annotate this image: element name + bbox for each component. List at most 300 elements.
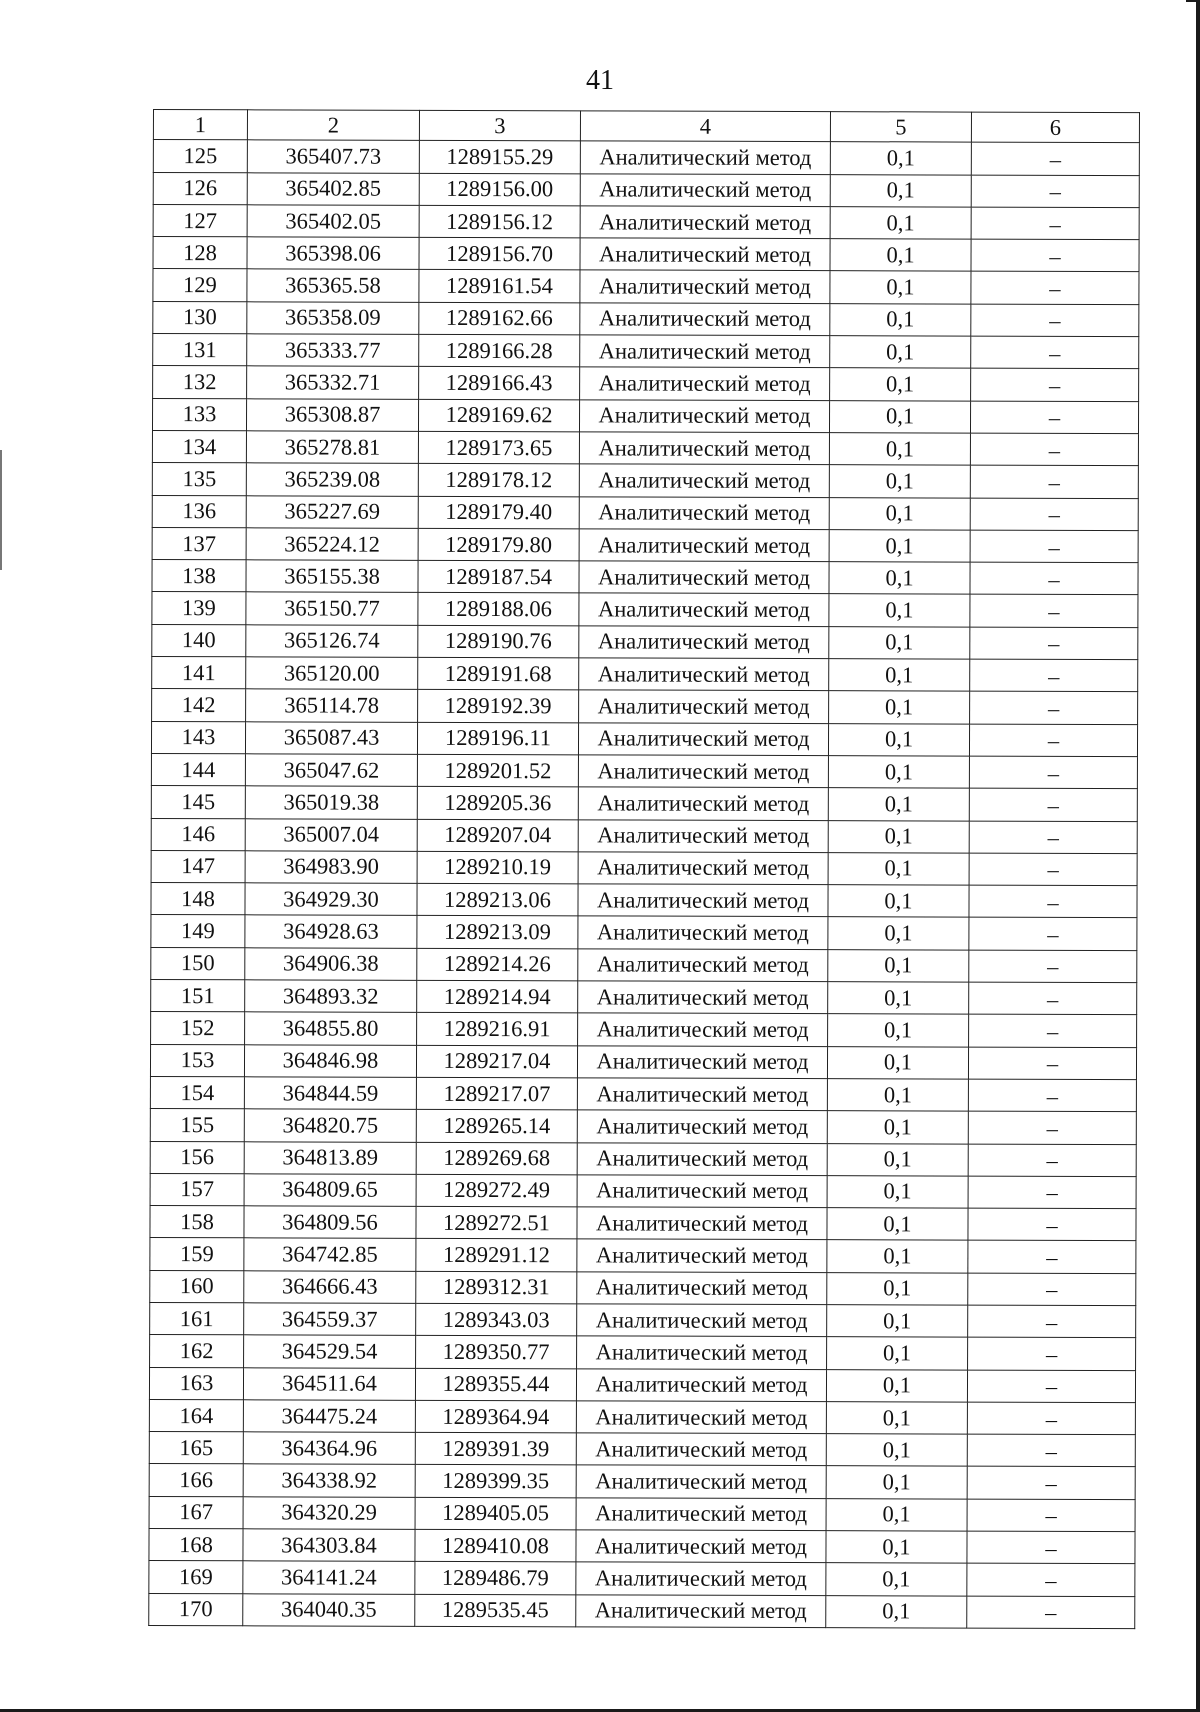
x-coordinate-cell: 364338.92 <box>243 1464 415 1497</box>
method-cell: Аналитический метод <box>579 626 829 659</box>
point-number-cell: 152 <box>151 1012 245 1045</box>
note-cell: – <box>969 950 1137 983</box>
data-table <box>148 109 1140 1629</box>
table-row <box>151 1012 1137 1047</box>
point-number-cell: 125 <box>153 140 247 173</box>
accuracy-cell: 0,1 <box>830 207 971 240</box>
method-cell: Аналитический метод <box>578 981 828 1014</box>
table-row <box>152 463 1138 498</box>
note-cell: – <box>968 1047 1136 1080</box>
table-row <box>149 1561 1135 1596</box>
accuracy-cell: 0,1 <box>827 1272 968 1305</box>
y-coordinate-cell: 1289179.40 <box>418 496 579 529</box>
y-coordinate-cell: 1289161.54 <box>419 270 580 303</box>
y-coordinate-cell: 1289217.04 <box>416 1045 577 1078</box>
accuracy-cell: 0,1 <box>826 1531 967 1564</box>
y-coordinate-cell: 1289192.39 <box>418 690 579 723</box>
header-cell-5: 5 <box>830 112 971 143</box>
method-cell: Аналитический метод <box>579 464 829 497</box>
point-number-cell: 163 <box>149 1367 243 1400</box>
table-row <box>151 786 1137 821</box>
table-row <box>153 301 1139 336</box>
method-cell: Аналитический метод <box>578 787 828 820</box>
note-cell: – <box>967 1499 1135 1532</box>
x-coordinate-cell: 365402.85 <box>247 172 419 205</box>
x-coordinate-cell: 365239.08 <box>246 463 418 496</box>
y-coordinate-cell: 1289156.00 <box>419 173 580 206</box>
y-coordinate-cell: 1289190.76 <box>418 625 579 658</box>
x-coordinate-cell: 365398.06 <box>247 237 419 270</box>
method-cell: Аналитический метод <box>578 722 828 755</box>
y-coordinate-cell: 1289207.04 <box>417 819 578 852</box>
y-coordinate-cell: 1289350.77 <box>416 1336 577 1369</box>
table-row <box>152 657 1138 692</box>
table-row <box>149 1496 1135 1531</box>
table-row <box>149 1593 1135 1628</box>
accuracy-cell: 0,1 <box>827 1079 968 1112</box>
point-number-cell: 166 <box>149 1464 243 1497</box>
point-number-cell: 154 <box>150 1076 244 1109</box>
header-cell-2: 2 <box>247 110 419 141</box>
method-cell: Аналитический метод <box>580 367 830 400</box>
note-cell: – <box>967 1563 1135 1596</box>
page-number: 41 <box>586 65 614 96</box>
y-coordinate-cell: 1289213.06 <box>417 883 578 916</box>
point-number-cell: 133 <box>152 398 246 431</box>
accuracy-cell: 0,1 <box>828 982 969 1015</box>
accuracy-cell: 0,1 <box>828 885 969 918</box>
accuracy-cell: 0,1 <box>828 1014 969 1047</box>
method-cell: Аналитический метод <box>576 1562 826 1595</box>
point-number-cell: 143 <box>151 721 245 754</box>
accuracy-cell: 0,1 <box>827 1305 968 1338</box>
y-coordinate-cell: 1289214.26 <box>417 948 578 981</box>
y-coordinate-cell: 1289188.06 <box>418 593 579 626</box>
table-row <box>151 883 1137 918</box>
x-coordinate-cell: 364141.24 <box>243 1561 415 1594</box>
y-coordinate-cell: 1289214.94 <box>417 980 578 1013</box>
accuracy-cell: 0,1 <box>827 1046 968 1079</box>
y-coordinate-cell: 1289410.08 <box>415 1529 576 1562</box>
note-cell: – <box>970 562 1138 595</box>
point-number-cell: 164 <box>149 1399 243 1432</box>
table-row <box>150 1141 1136 1176</box>
accuracy-cell: 0,1 <box>829 529 970 562</box>
accuracy-cell: 0,1 <box>830 336 971 369</box>
note-cell: – <box>969 1014 1137 1047</box>
x-coordinate-cell: 365114.78 <box>246 689 418 722</box>
note-cell: – <box>967 1596 1135 1629</box>
table-row <box>153 334 1139 369</box>
x-coordinate-cell: 364844.59 <box>244 1077 416 1110</box>
note-cell: – <box>969 982 1137 1015</box>
table-row <box>149 1367 1135 1402</box>
table-row <box>153 140 1139 175</box>
note-cell: – <box>970 627 1138 660</box>
note-cell: – <box>968 1240 1136 1273</box>
accuracy-cell: 0,1 <box>829 562 970 595</box>
y-coordinate-cell: 1289272.51 <box>416 1206 577 1239</box>
method-cell: Аналитический метод <box>578 1013 828 1046</box>
y-coordinate-cell: 1289343.03 <box>416 1303 577 1336</box>
accuracy-cell: 0,1 <box>830 271 971 304</box>
point-number-cell: 148 <box>151 883 245 916</box>
method-cell: Аналитический метод <box>580 141 830 174</box>
method-cell: Аналитический метод <box>578 884 828 917</box>
accuracy-cell: 0,1 <box>827 1337 968 1370</box>
method-cell: Аналитический метод <box>577 1336 827 1369</box>
table-row <box>150 1302 1136 1337</box>
method-cell: Аналитический метод <box>577 1304 827 1337</box>
note-cell: – <box>971 142 1139 175</box>
note-cell: – <box>970 401 1138 434</box>
method-cell: Аналитический метод <box>577 1239 827 1272</box>
y-coordinate-cell: 1289166.28 <box>419 334 580 367</box>
table-row <box>153 172 1139 207</box>
method-cell: Аналитический метод <box>576 1368 826 1401</box>
x-coordinate-cell: 364040.35 <box>243 1593 415 1626</box>
y-coordinate-cell: 1289217.07 <box>416 1077 577 1110</box>
method-cell: Аналитический метод <box>579 496 829 529</box>
y-coordinate-cell: 1289166.43 <box>419 367 580 400</box>
note-cell: – <box>969 885 1137 918</box>
x-coordinate-cell: 364983.90 <box>245 851 417 884</box>
note-cell: – <box>967 1531 1135 1564</box>
point-number-cell: 139 <box>152 592 246 625</box>
point-number-cell: 169 <box>149 1561 243 1594</box>
y-coordinate-cell: 1289535.45 <box>415 1594 576 1627</box>
table-row <box>151 753 1137 788</box>
y-coordinate-cell: 1289173.65 <box>418 431 579 464</box>
accuracy-cell: 0,1 <box>830 368 971 401</box>
accuracy-cell: 0,1 <box>828 949 969 982</box>
method-cell: Аналитический метод <box>576 1401 826 1434</box>
method-cell: Аналитический метод <box>579 593 829 626</box>
method-cell: Аналитический метод <box>578 949 828 982</box>
note-cell: – <box>971 175 1139 208</box>
point-number-cell: 136 <box>152 495 246 528</box>
note-cell: – <box>971 368 1139 401</box>
table-row <box>153 204 1139 239</box>
y-coordinate-cell: 1289213.09 <box>417 916 578 949</box>
method-cell: Аналитический метод <box>577 1207 827 1240</box>
y-coordinate-cell: 1289169.62 <box>418 399 579 432</box>
table-row <box>152 430 1138 465</box>
point-number-cell: 170 <box>149 1593 243 1626</box>
header-cell-4: 4 <box>580 111 830 142</box>
table-row <box>151 721 1137 756</box>
note-cell: – <box>970 659 1138 692</box>
method-cell: Аналитический метод <box>577 1110 827 1143</box>
x-coordinate-cell: 364846.98 <box>244 1044 416 1077</box>
method-cell: Аналитический метод <box>576 1433 826 1466</box>
point-number-cell: 146 <box>151 818 245 851</box>
x-coordinate-cell: 365224.12 <box>246 528 418 561</box>
note-cell: – <box>967 1402 1135 1435</box>
table-row <box>150 1335 1136 1370</box>
point-number-cell: 135 <box>152 463 246 496</box>
note-cell: – <box>970 433 1138 466</box>
x-coordinate-cell: 365358.09 <box>247 302 419 335</box>
note-cell: – <box>968 1176 1136 1209</box>
point-number-cell: 145 <box>151 786 245 819</box>
method-cell: Аналитический метод <box>580 270 830 303</box>
x-coordinate-cell: 364929.30 <box>245 883 417 916</box>
y-coordinate-cell: 1289272.49 <box>416 1174 577 1207</box>
table-row <box>151 980 1137 1015</box>
accuracy-cell: 0,1 <box>830 174 971 207</box>
header-cell-1: 1 <box>153 110 247 141</box>
note-cell: – <box>970 465 1138 498</box>
x-coordinate-cell: 365407.73 <box>247 140 419 173</box>
x-coordinate-cell: 364820.75 <box>244 1109 416 1142</box>
x-coordinate-cell: 365087.43 <box>245 721 417 754</box>
table-row <box>152 495 1138 530</box>
accuracy-cell: 0,1 <box>827 1175 968 1208</box>
note-cell: – <box>967 1467 1135 1500</box>
x-coordinate-cell: 364666.43 <box>244 1270 416 1303</box>
accuracy-cell: 0,1 <box>830 142 971 175</box>
table-row <box>152 592 1138 627</box>
method-cell: Аналитический метод <box>578 755 828 788</box>
accuracy-cell: 0,1 <box>829 400 970 433</box>
accuracy-cell: 0,1 <box>829 626 970 659</box>
accuracy-cell: 0,1 <box>828 723 969 756</box>
point-number-cell: 167 <box>149 1496 243 1529</box>
accuracy-cell: 0,1 <box>826 1466 967 1499</box>
method-cell: Аналитический метод <box>580 238 830 271</box>
point-number-cell: 155 <box>150 1109 244 1142</box>
method-cell: Аналитический метод <box>576 1594 826 1627</box>
accuracy-cell: 0,1 <box>829 465 970 498</box>
note-cell: – <box>970 530 1138 563</box>
y-coordinate-cell: 1289156.12 <box>419 205 580 238</box>
x-coordinate-cell: 364928.63 <box>245 915 417 948</box>
method-cell: Аналитический метод <box>579 561 829 594</box>
note-cell: – <box>971 207 1139 240</box>
method-cell: Аналитический метод <box>578 819 828 852</box>
point-number-cell: 149 <box>151 915 245 948</box>
point-number-cell: 130 <box>153 301 247 334</box>
y-coordinate-cell: 1289265.14 <box>416 1110 577 1143</box>
x-coordinate-cell: 365402.05 <box>247 205 419 238</box>
y-coordinate-cell: 1289391.39 <box>415 1433 576 1466</box>
method-cell: Аналитический метод <box>576 1465 826 1498</box>
note-cell: – <box>969 821 1137 854</box>
table-body <box>149 140 1140 1629</box>
point-number-cell: 150 <box>151 947 245 980</box>
accuracy-cell: 0,1 <box>827 1143 968 1176</box>
x-coordinate-cell: 364364.96 <box>243 1432 415 1465</box>
y-coordinate-cell: 1289405.05 <box>415 1497 576 1530</box>
accuracy-cell: 0,1 <box>828 917 969 950</box>
point-number-cell: 140 <box>152 624 246 657</box>
point-number-cell: 126 <box>153 172 247 205</box>
accuracy-cell: 0,1 <box>828 852 969 885</box>
point-number-cell: 147 <box>151 850 245 883</box>
x-coordinate-cell: 365155.38 <box>246 560 418 593</box>
x-coordinate-cell: 365333.77 <box>247 334 419 367</box>
accuracy-cell: 0,1 <box>826 1401 967 1434</box>
method-cell: Аналитический метод <box>576 1530 826 1563</box>
note-cell: – <box>967 1370 1135 1403</box>
table-row <box>152 398 1138 433</box>
table-header <box>153 110 1139 143</box>
method-cell: Аналитический метод <box>579 529 829 562</box>
method-cell: Аналитический метод <box>579 690 829 723</box>
accuracy-cell: 0,1 <box>827 1240 968 1273</box>
accuracy-cell: 0,1 <box>826 1434 967 1467</box>
y-coordinate-cell: 1289355.44 <box>415 1368 576 1401</box>
method-cell: Аналитический метод <box>578 916 828 949</box>
header-cell-3: 3 <box>419 110 580 141</box>
header-row <box>153 110 1139 143</box>
x-coordinate-cell: 364742.85 <box>244 1238 416 1271</box>
table-row <box>152 624 1138 659</box>
x-coordinate-cell: 364475.24 <box>243 1400 415 1433</box>
method-cell: Аналитический метод <box>580 335 830 368</box>
accuracy-cell: 0,1 <box>830 239 971 272</box>
y-coordinate-cell: 1289187.54 <box>418 560 579 593</box>
y-coordinate-cell: 1289156.70 <box>419 238 580 271</box>
table-row <box>150 1044 1136 1079</box>
point-number-cell: 162 <box>150 1335 244 1368</box>
y-coordinate-cell: 1289179.80 <box>418 528 579 561</box>
x-coordinate-cell: 365227.69 <box>246 495 418 528</box>
note-cell: – <box>968 1079 1136 1112</box>
table-row <box>151 850 1137 885</box>
x-coordinate-cell: 365126.74 <box>246 625 418 658</box>
scan-edge-top <box>1186 0 1200 2</box>
accuracy-cell: 0,1 <box>827 1111 968 1144</box>
method-cell: Аналитический метод <box>577 1175 827 1208</box>
x-coordinate-cell: 364559.37 <box>244 1303 416 1336</box>
x-coordinate-cell: 365019.38 <box>245 786 417 819</box>
point-number-cell: 127 <box>153 204 247 237</box>
note-cell: – <box>970 498 1138 531</box>
point-number-cell: 151 <box>151 980 245 1013</box>
y-coordinate-cell: 1289312.31 <box>416 1271 577 1304</box>
x-coordinate-cell: 364529.54 <box>244 1335 416 1368</box>
table-row <box>151 818 1137 853</box>
point-number-cell: 158 <box>150 1206 244 1239</box>
y-coordinate-cell: 1289178.12 <box>418 464 579 497</box>
point-number-cell: 128 <box>153 237 247 270</box>
note-cell: – <box>968 1337 1136 1370</box>
y-coordinate-cell: 1289269.68 <box>416 1142 577 1175</box>
table-row <box>153 269 1139 304</box>
point-number-cell: 131 <box>153 334 247 367</box>
accuracy-cell: 0,1 <box>826 1498 967 1531</box>
method-cell: Аналитический метод <box>580 303 830 336</box>
note-cell: – <box>970 595 1138 628</box>
x-coordinate-cell: 365120.00 <box>246 657 418 690</box>
accuracy-cell: 0,1 <box>829 497 970 530</box>
method-cell: Аналитический метод <box>576 1498 826 1531</box>
note-cell: – <box>971 272 1139 305</box>
point-number-cell: 132 <box>153 366 247 399</box>
table-row <box>150 1238 1136 1273</box>
x-coordinate-cell: 365150.77 <box>246 592 418 625</box>
table-row <box>149 1529 1135 1564</box>
y-coordinate-cell: 1289486.79 <box>415 1562 576 1595</box>
method-cell: Аналитический метод <box>577 1272 827 1305</box>
note-cell: – <box>971 304 1139 337</box>
x-coordinate-cell: 365332.71 <box>247 366 419 399</box>
y-coordinate-cell: 1289364.94 <box>415 1400 576 1433</box>
scan-edge-right <box>1196 0 1200 1712</box>
header-cell-6: 6 <box>971 112 1139 143</box>
note-cell: – <box>971 336 1139 369</box>
method-cell: Аналитический метод <box>579 400 829 433</box>
x-coordinate-cell: 364813.89 <box>244 1141 416 1174</box>
note-cell: – <box>967 1434 1135 1467</box>
note-cell: – <box>969 788 1137 821</box>
table-row <box>149 1432 1135 1467</box>
x-coordinate-cell: 364855.80 <box>245 1012 417 1045</box>
accuracy-cell: 0,1 <box>830 303 971 336</box>
method-cell: Аналитический метод <box>577 1142 827 1175</box>
x-coordinate-cell: 365365.58 <box>247 269 419 302</box>
point-number-cell: 129 <box>153 269 247 302</box>
accuracy-cell: 0,1 <box>828 820 969 853</box>
table-row <box>152 560 1138 595</box>
point-number-cell: 161 <box>150 1302 244 1335</box>
y-coordinate-cell: 1289210.19 <box>417 851 578 884</box>
note-cell: – <box>969 724 1137 757</box>
point-number-cell: 144 <box>151 753 245 786</box>
point-number-cell: 134 <box>152 430 246 463</box>
table-row <box>150 1173 1136 1208</box>
x-coordinate-cell: 364906.38 <box>245 948 417 981</box>
x-coordinate-cell: 364320.29 <box>243 1497 415 1530</box>
accuracy-cell: 0,1 <box>829 594 970 627</box>
scan-edge-left <box>0 450 2 570</box>
note-cell: – <box>971 239 1139 272</box>
table-row <box>153 237 1139 272</box>
y-coordinate-cell: 1289216.91 <box>417 1013 578 1046</box>
point-number-cell: 141 <box>152 657 246 690</box>
point-number-cell: 156 <box>150 1141 244 1174</box>
x-coordinate-cell: 364809.65 <box>244 1174 416 1207</box>
accuracy-cell: 0,1 <box>829 433 970 466</box>
note-cell: – <box>968 1208 1136 1241</box>
y-coordinate-cell: 1289201.52 <box>417 754 578 787</box>
point-number-cell: 153 <box>150 1044 244 1077</box>
method-cell: Аналитический метод <box>580 173 830 206</box>
x-coordinate-cell: 365007.04 <box>245 818 417 851</box>
accuracy-cell: 0,1 <box>826 1563 967 1596</box>
method-cell: Аналитический метод <box>577 1078 827 1111</box>
table-row <box>150 1270 1136 1305</box>
table-row <box>150 1076 1136 1111</box>
x-coordinate-cell: 365308.87 <box>246 398 418 431</box>
table-row <box>149 1464 1135 1499</box>
x-coordinate-cell: 365047.62 <box>245 754 417 787</box>
accuracy-cell: 0,1 <box>826 1369 967 1402</box>
y-coordinate-cell: 1289196.11 <box>417 722 578 755</box>
point-number-cell: 138 <box>152 560 246 593</box>
x-coordinate-cell: 364893.32 <box>245 980 417 1013</box>
note-cell: – <box>968 1305 1136 1338</box>
point-number-cell: 142 <box>152 689 246 722</box>
y-coordinate-cell: 1289191.68 <box>418 657 579 690</box>
accuracy-cell: 0,1 <box>827 1208 968 1241</box>
note-cell: – <box>968 1273 1136 1306</box>
x-coordinate-cell: 364809.56 <box>244 1206 416 1239</box>
point-number-cell: 157 <box>150 1173 244 1206</box>
y-coordinate-cell: 1289291.12 <box>416 1239 577 1272</box>
